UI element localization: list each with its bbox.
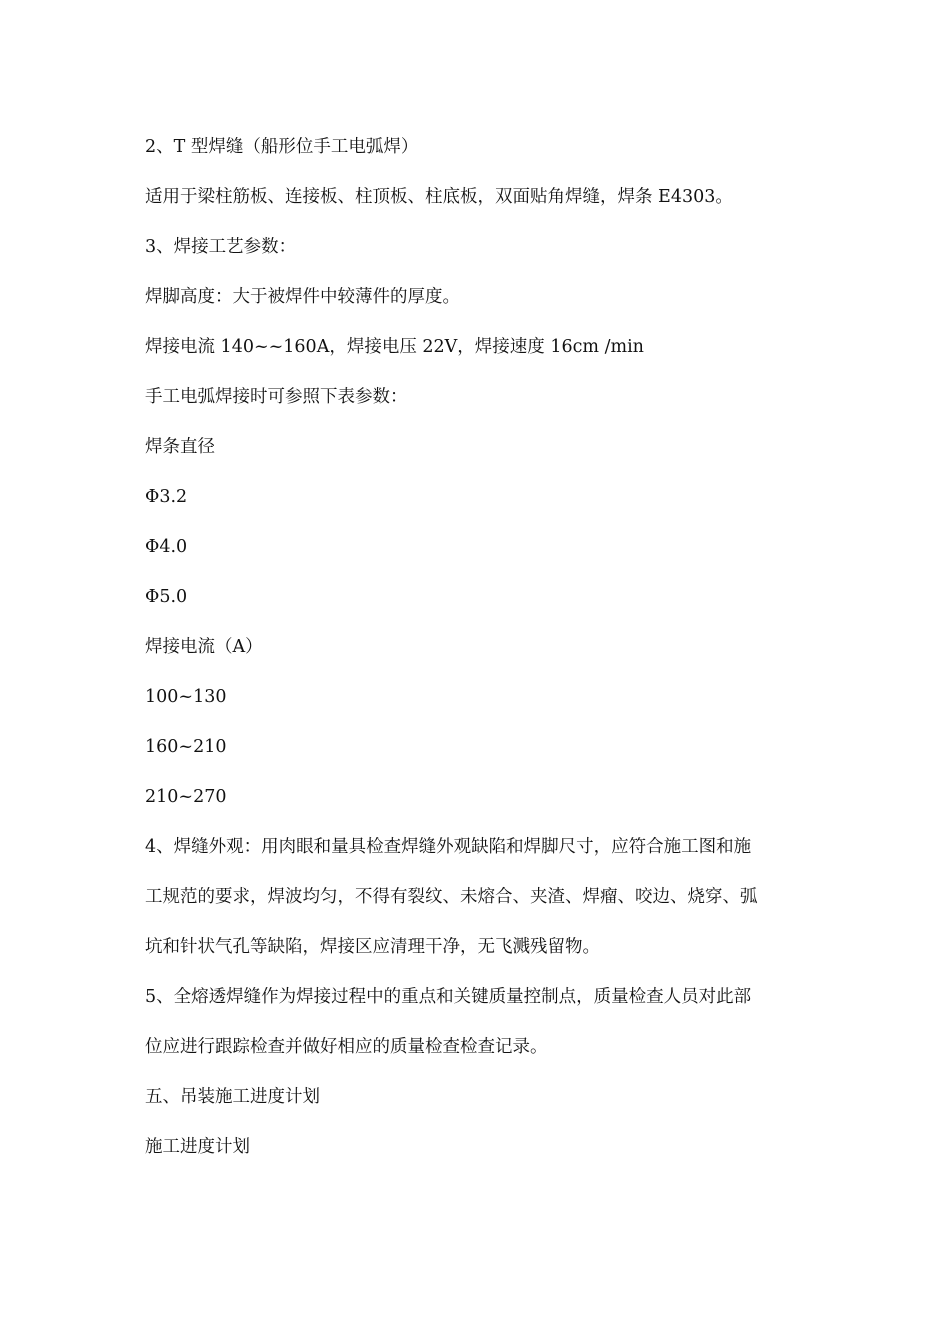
section-heading-t-weld: 2、T 型焊缝（船形位手工电弧焊） bbox=[145, 137, 419, 157]
table-cell-current: 210~270 bbox=[145, 787, 227, 807]
table-header-electrode-diameter: 焊条直径 bbox=[145, 437, 215, 457]
paragraph-table-intro: 手工电弧焊接时可参照下表参数： bbox=[145, 387, 408, 407]
table-cell-diameter: Φ3.2 bbox=[145, 487, 188, 507]
table-cell-diameter: Φ4.0 bbox=[145, 537, 188, 557]
paragraph-weld-appearance: 4、焊缝外观：用肉眼和量具检查焊缝外观缺陷和焊脚尺寸，应符合施工图和施 bbox=[145, 837, 752, 857]
paragraph-weld-appearance: 坑和针状气孔等缺陷，焊接区应清理干净，无飞溅残留物。 bbox=[145, 937, 600, 957]
paragraph-full-penetration: 位应进行跟踪检查并做好相应的质量检查检查记录。 bbox=[145, 1037, 548, 1057]
paragraph-leg-height: 焊脚高度：大于被焊件中较薄件的厚度。 bbox=[145, 287, 460, 307]
paragraph-current-voltage: 焊接电流 140~~160A，焊接电压 22V，焊接速度 16cm /min bbox=[145, 337, 644, 357]
table-cell-current: 100~130 bbox=[145, 687, 227, 707]
paragraph-application: 适用于梁柱筋板、连接板、柱顶板、柱底板，双面贴角焊缝，焊条 E4303。 bbox=[145, 187, 733, 207]
table-cell-current: 160~210 bbox=[145, 737, 227, 757]
section-heading-schedule: 五、吊装施工进度计划 bbox=[145, 1087, 320, 1107]
paragraph-weld-appearance: 工规范的要求，焊波均匀，不得有裂纹、未熔合、夹渣、焊瘤、咬边、烧穿、弧 bbox=[145, 887, 758, 907]
section-heading-welding-parameters: 3、焊接工艺参数： bbox=[145, 237, 297, 257]
document-body bbox=[145, 122, 815, 1172]
table-cell-diameter: Φ5.0 bbox=[145, 587, 188, 607]
paragraph-full-penetration: 5、全熔透焊缝作为焊接过程中的重点和关键质量控制点，质量检查人员对此部 bbox=[145, 987, 752, 1007]
subheading-schedule: 施工进度计划 bbox=[145, 1137, 250, 1157]
table-header-welding-current: 焊接电流（A） bbox=[145, 637, 263, 657]
